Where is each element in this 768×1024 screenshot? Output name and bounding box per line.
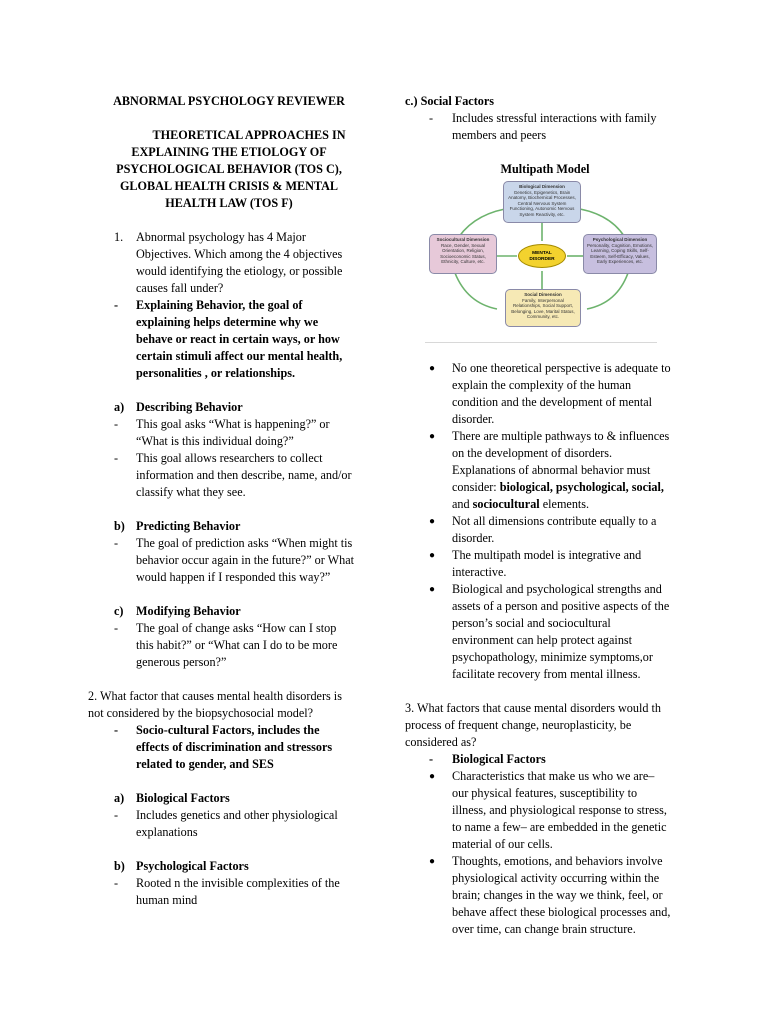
dash-item [88,450,370,501]
item-line: our physical features, susceptibility to [452,786,638,800]
answer-line: explaining helps determine why we [136,315,319,329]
dash-marker: - [114,621,119,635]
box-text: Family, Interpersonal Relationships, Social Support, Belonging, Love, Marital Status, Community, etc. [511,297,575,319]
box-text: Race, Gender, Sexual Orientation, Religion, Socioeconomic Status, Ethnicity, Culture, etc. [440,242,486,264]
dash-marker: - [114,536,119,550]
item-line: No one theoretical perspective is adequate to [452,361,671,375]
box-title: Biological Dimension [519,184,565,189]
text-segment: biological, psychological, social, [499,480,664,494]
item-line: physiological activity occurring within the [452,871,660,885]
item-line: classify what they see. [136,485,246,499]
dash-item [405,110,685,144]
question-line: 2. What factor that causes mental health disorders is [88,689,342,703]
item-line: “What is this individual doing?” [136,434,294,448]
item-line: to name a few– are embedded in the genetic [452,820,667,834]
item-line: brain; changes in the way we think, feel, or [452,888,663,902]
item-line: Characteristics that make us who we are– [452,769,655,783]
dash-marker: - [114,298,119,312]
item-line: The goal of prediction asks “When might tis [136,536,353,550]
dash-item [88,535,370,586]
answer-text: Biological Factors [452,752,546,766]
bullet-item [405,547,685,581]
item-line: This goal asks “What is happening?” or [136,417,330,431]
bullet-item [405,428,685,513]
question-line: not considered by the biopsychosocial model? [88,706,314,720]
dash-marker: - [114,417,119,431]
question-3 [405,700,685,751]
box-text: Personality, Cognition, Emotions, Learning, Coping Skills, Self-Esteem, Self-Efficacy, Values, Early Experiences, etc. [587,242,653,264]
item-line [452,428,685,445]
text-segment: consider: [452,480,500,494]
text-segment: elements. [539,497,590,511]
item-line: Biological and psychological strengths and [452,582,662,596]
question-number: 1. [114,230,124,244]
item-line: behave affect these biological processes and, [452,905,671,919]
item-line [452,496,685,513]
item-line: human mind [136,893,198,907]
text-segment: There are multiple pathways to & influences [452,429,670,443]
item-line: The multipath model is integrative and [452,548,642,562]
item-line: person’s social and sociocultural [452,616,611,630]
bullet-item [405,513,685,547]
question-line: Objectives. Which among the 4 objectives [136,247,343,261]
section-heading [88,603,370,620]
document-title: ABNORMAL PSYCHOLOGY REVIEWER [113,94,345,108]
item-line: condition and the development of mental [452,395,653,409]
dash-item [88,416,370,450]
item-line: facilitate recovery from mental illness. [452,667,641,681]
item-line: explain the complexity of the human [452,378,632,392]
question-line: causes fall under? [136,281,224,295]
dash-marker: - [114,876,119,890]
left-column [88,93,370,909]
center-label: MENTAL DISORDER [529,251,555,262]
subtitle-line: GLOBAL HEALTH CRISIS & MENTAL [119,179,339,193]
item-line: generous person?” [136,655,227,669]
item-line: this habit?” or “What can I do to be more [136,638,338,652]
bullet-list [405,360,685,683]
mental-disorder-center [518,244,566,268]
answer-line: related to gender, and SES [136,757,274,771]
section-title: Describing Behavior [136,400,243,414]
item-line: assets of a person and positive aspects of the [452,599,670,613]
item-line: would happen if I responded this way?” [136,570,331,584]
item-line: psychopathology, minimize symptoms,or [452,650,653,664]
right-column [405,93,685,938]
bullet-marker: ● [429,856,436,867]
question-2 [88,688,370,722]
dash-marker: - [114,808,119,822]
answer-line: personalities , or relationships. [136,366,296,380]
subtitle-line: HEALTH LAW (TOS F) [165,196,293,210]
section-title: Predicting Behavior [136,519,241,533]
text-segment: and [452,497,473,511]
item-line: Includes genetics and other physiological [136,808,338,822]
section-heading [88,518,370,535]
section-label: c) [114,604,124,618]
bullet-marker: ● [429,516,436,527]
text-segment: Explanations of abnormal behavior must [452,463,651,477]
bullet-item [405,360,685,428]
item-line: Rooted n the invisible complexities of the [136,876,340,890]
item-line [452,445,685,462]
question-line: considered as? [405,735,477,749]
question-1 [88,229,370,297]
bullet-marker: ● [429,550,436,561]
item-line: interactive. [452,565,507,579]
section-label: b) [114,519,125,533]
question-line: 3. What factors that cause mental disorders would th [405,701,661,715]
section-label: b) [114,859,125,873]
question-line: would identifying the etiology, or possible [136,264,343,278]
answer-line: Explaining Behavior, the goal of [136,298,303,312]
section-label: a) [114,400,125,414]
text-segment: sociocultural [472,497,540,511]
dash-item [88,620,370,671]
biological-dimension-box [503,181,581,223]
item-line: information and then describe, name, and/or [136,468,352,482]
item-line: Thoughts, emotions, and behaviors involve [452,854,663,868]
diagram-title: Multipath Model [500,162,590,176]
dash-marker: - [114,723,119,737]
text-segment: on the development of disorders. [452,446,613,460]
item-line: members and peers [452,128,547,142]
dash-marker: - [429,752,434,766]
answer-line: Socio-cultural Factors, includes the [136,723,320,737]
section-heading [88,858,370,875]
answer-line: behave or react in certain ways, or how [136,332,340,346]
item-line: illness, and physiological response to stress, [452,803,667,817]
item-line: Not all dimensions contribute equally to a [452,514,657,528]
answer-line: certain stimuli affect our mental health, [136,349,343,363]
section-title: Psychological Factors [136,859,249,873]
question-line: process of frequent change, neuroplasticity, be [405,718,632,732]
item-line: This goal allows researchers to collect [136,451,323,465]
section-heading [405,93,685,110]
section-label: a) [114,791,125,805]
section-label: c.) [405,94,418,108]
dash-item [88,807,370,841]
multipath-diagram [425,181,657,336]
section-heading [88,790,370,807]
bullet-marker: ● [429,363,436,374]
answer-3 [405,751,685,768]
bullet-item [405,853,685,938]
dash-marker: - [114,451,119,465]
dash-marker: - [429,111,434,125]
item-line: material of our cells. [452,837,553,851]
curved-arrow [455,273,497,309]
bullet-marker: ● [429,584,436,595]
section-heading [88,399,370,416]
subtitle-line: PSYCHOLOGICAL BEHAVIOR (TOS C), [116,162,342,176]
item-line: explanations [136,825,198,839]
subtitle-line: EXPLAINING THE ETIOLOGY OF [131,145,327,159]
social-dimension-box [505,289,581,327]
bullet-marker: ● [429,431,436,442]
box-title: Sociocultural Dimension [436,237,490,242]
item-line: disorder. [452,412,495,426]
section-title: Modifying Behavior [136,604,241,618]
item-line: over time, can change brain structure. [452,922,636,936]
box-text: Genetics, Epigenetics, Brain Anatomy, Biochemical Processes, Central Nervous System Functioning, Autonomic Nervous System Reactivity, etc. [508,189,576,217]
dash-item [88,875,370,909]
curved-arrow [587,273,628,309]
document-subtitle [88,127,370,212]
box-title: Social Dimension [524,292,562,297]
item-line: behavior occur again in the future?” or What [136,553,355,567]
bullet-item [405,768,685,853]
item-line [452,479,685,496]
sociocultural-dimension-box [429,234,497,274]
answer-1 [88,297,370,382]
answer-line: effects of discrimination and stressors [136,740,333,754]
item-line: environment can help protect against [452,633,633,647]
section-title: Biological Factors [136,791,230,805]
item-line [452,462,685,479]
bullet-marker: ● [429,771,436,782]
answer-2 [88,722,370,773]
bullet-item [405,581,685,683]
item-line: The goal of change asks “How can I stop [136,621,337,635]
question-line: Abnormal psychology has 4 Major [136,230,306,244]
item-line: Includes stressful interactions with family [452,111,657,125]
box-title: Psychological Dimension [592,237,648,242]
subtitle-line: THEORETICAL APPROACHES IN [152,128,346,142]
section-title: Social Factors [420,94,495,108]
item-line: disorder. [452,531,495,545]
psychological-dimension-box [583,234,657,274]
